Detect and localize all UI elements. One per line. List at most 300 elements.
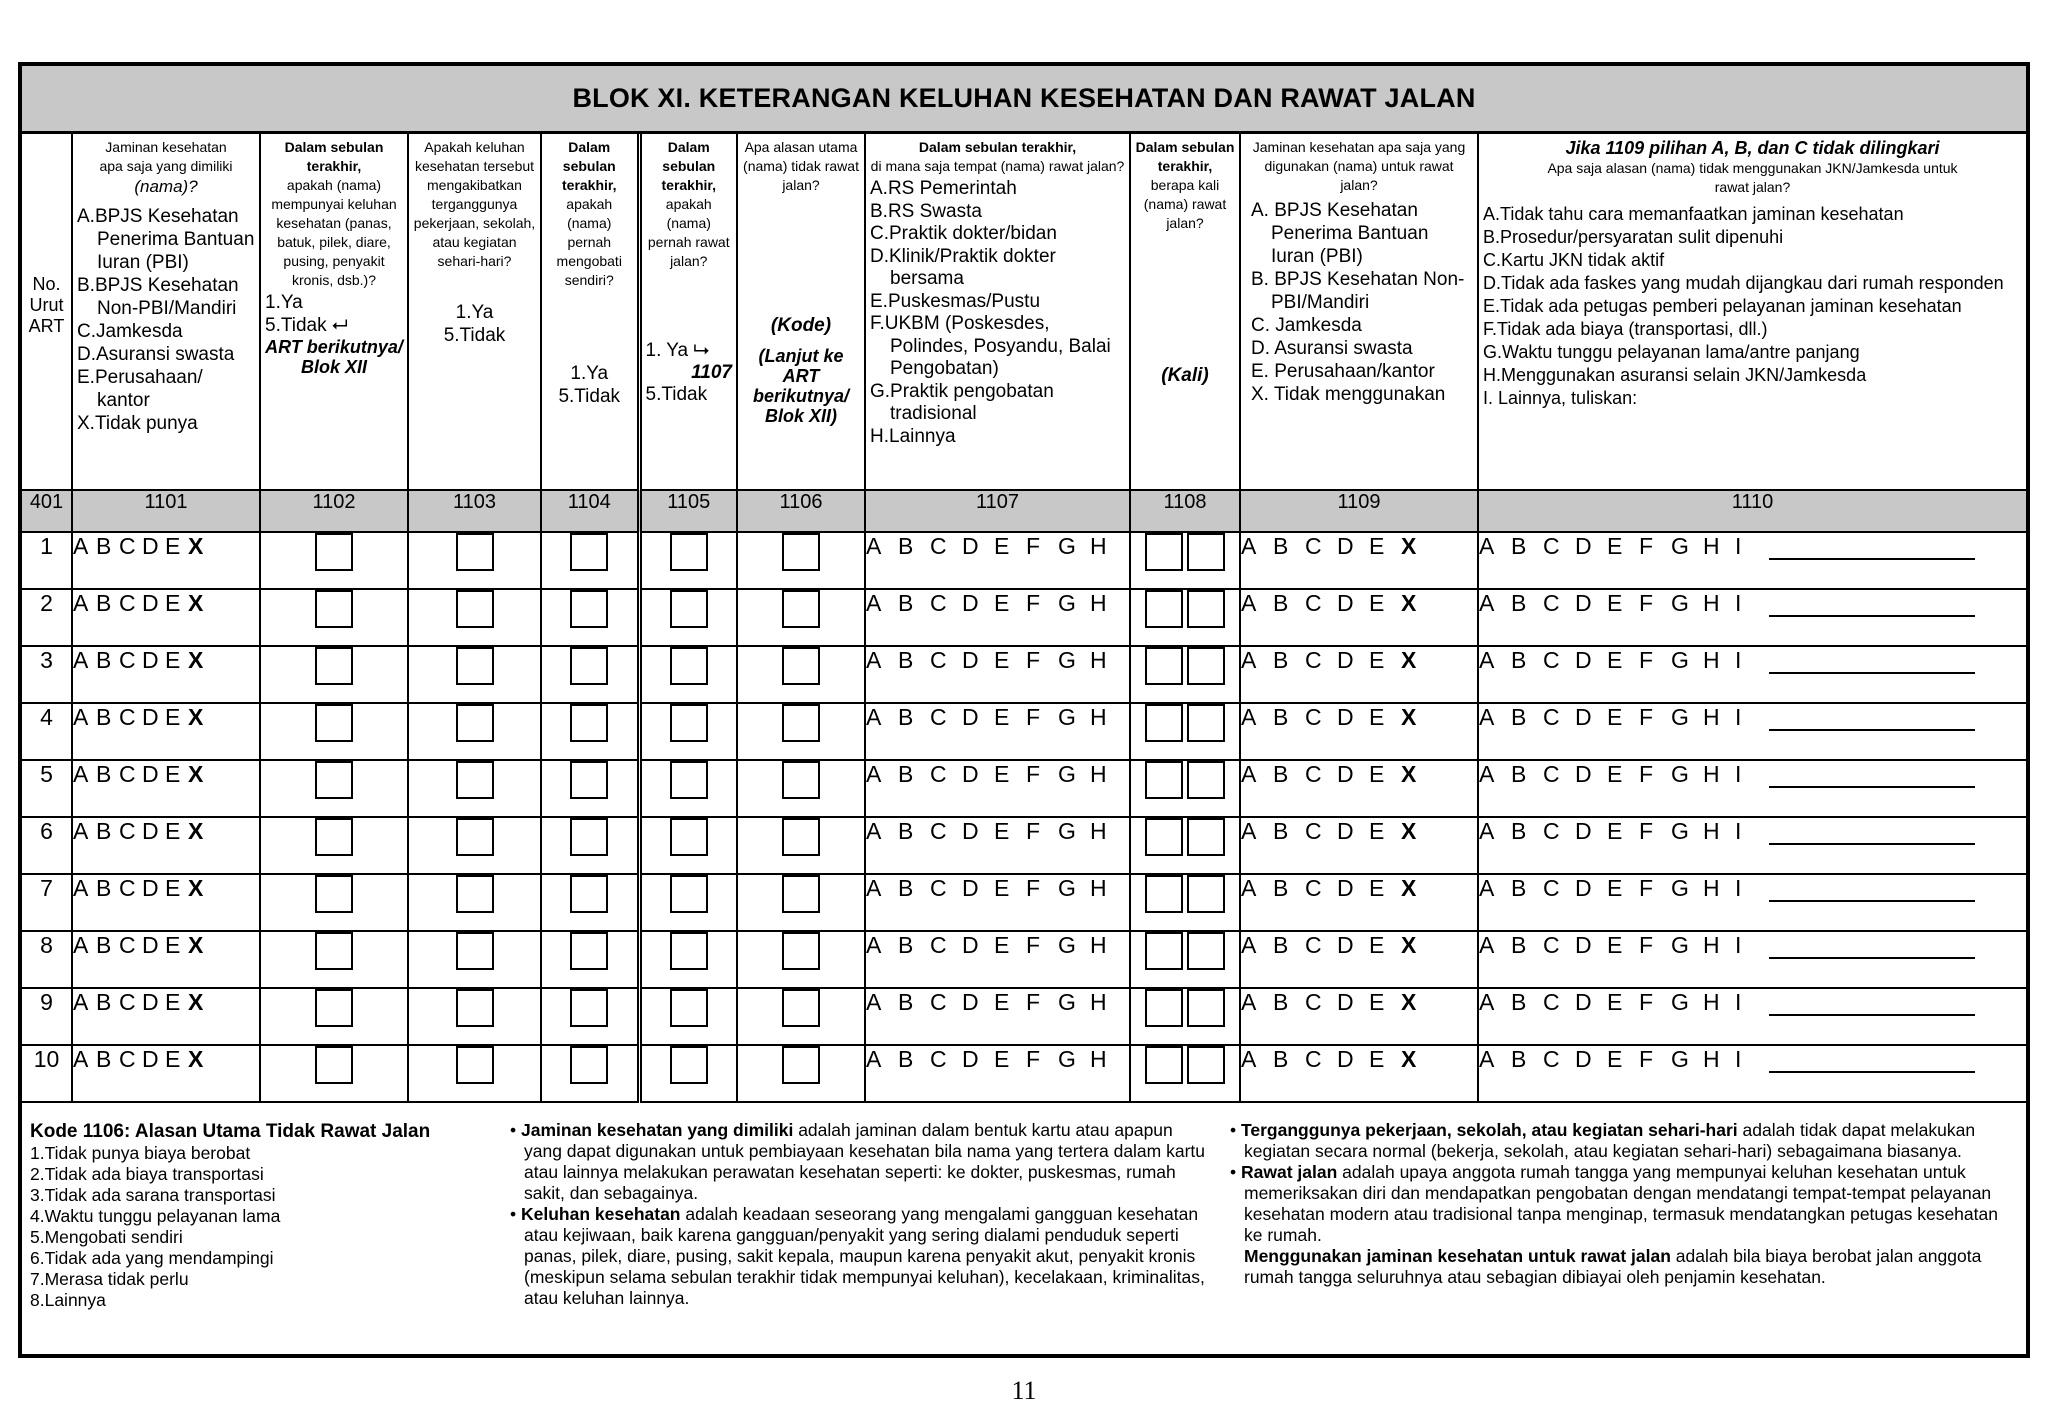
- entry-box-1102[interactable]: [315, 647, 353, 685]
- option-letter-g[interactable]: G: [1671, 704, 1690, 730]
- option-letter-x[interactable]: X: [188, 989, 205, 1015]
- option-letter-d[interactable]: D: [1575, 818, 1593, 844]
- option-letter-e[interactable]: E: [165, 989, 182, 1015]
- option-letter-g[interactable]: G: [1058, 932, 1077, 958]
- option-letter-a[interactable]: A: [866, 875, 883, 901]
- option-letter-a[interactable]: A: [866, 989, 883, 1015]
- option-letter-g[interactable]: G: [1058, 647, 1077, 673]
- option-letter-f[interactable]: F: [1639, 932, 1655, 958]
- option-letter-h[interactable]: H: [1090, 989, 1108, 1015]
- option-letter-c[interactable]: C: [930, 989, 948, 1015]
- option-letter-d[interactable]: D: [1337, 932, 1355, 958]
- write-in-line[interactable]: [1769, 536, 1975, 560]
- option-letter-b[interactable]: B: [898, 989, 915, 1015]
- write-in-line[interactable]: [1769, 878, 1975, 902]
- option-letter-f[interactable]: F: [1026, 989, 1042, 1015]
- option-letter-c[interactable]: C: [119, 533, 137, 559]
- option-letter-b[interactable]: B: [96, 932, 113, 958]
- entry-box-1102[interactable]: [315, 533, 353, 571]
- option-letter-g[interactable]: G: [1671, 1046, 1690, 1072]
- option-letter-b[interactable]: B: [1511, 932, 1528, 958]
- option-letter-d[interactable]: D: [962, 704, 980, 730]
- option-letter-d[interactable]: D: [1575, 761, 1593, 787]
- entry-box-1102[interactable]: [315, 1046, 353, 1084]
- option-letter-x[interactable]: X: [1401, 818, 1418, 844]
- entry-box-1108-tens[interactable]: [1145, 932, 1183, 970]
- option-letter-g[interactable]: G: [1058, 1046, 1077, 1072]
- option-letter-a[interactable]: A: [1479, 875, 1496, 901]
- entry-box-1108-units[interactable]: [1187, 875, 1225, 913]
- option-letter-f[interactable]: F: [1639, 818, 1655, 844]
- option-letter-b[interactable]: B: [1511, 590, 1528, 616]
- option-letter-x[interactable]: X: [1401, 533, 1418, 559]
- option-letter-c[interactable]: C: [1543, 989, 1561, 1015]
- option-letter-e[interactable]: E: [1369, 875, 1386, 901]
- entry-box-1108-units[interactable]: [1187, 533, 1225, 571]
- option-letter-a[interactable]: A: [73, 818, 90, 844]
- option-letter-b[interactable]: B: [1273, 533, 1290, 559]
- option-letter-i[interactable]: I: [1735, 647, 1743, 673]
- option-letter-d[interactable]: D: [1575, 932, 1593, 958]
- option-letter-c[interactable]: C: [1305, 533, 1323, 559]
- entry-box-1105[interactable]: [670, 704, 708, 742]
- option-letter-i[interactable]: I: [1735, 704, 1743, 730]
- option-letter-c[interactable]: C: [930, 647, 948, 673]
- entry-box-1108-units[interactable]: [1187, 590, 1225, 628]
- option-letter-b[interactable]: B: [1511, 647, 1528, 673]
- entry-box-1104[interactable]: [570, 647, 608, 685]
- option-letter-x[interactable]: X: [1401, 761, 1418, 787]
- option-letter-e[interactable]: E: [1369, 590, 1386, 616]
- option-letter-b[interactable]: B: [1511, 761, 1528, 787]
- option-letter-g[interactable]: G: [1671, 989, 1690, 1015]
- option-letter-b[interactable]: B: [96, 989, 113, 1015]
- option-letter-b[interactable]: B: [898, 1046, 915, 1072]
- option-letter-c[interactable]: C: [1305, 590, 1323, 616]
- entry-box-1106[interactable]: [782, 647, 820, 685]
- entry-box-1108-tens[interactable]: [1145, 704, 1183, 742]
- option-letter-a[interactable]: A: [73, 761, 90, 787]
- option-letter-d[interactable]: D: [1337, 647, 1355, 673]
- write-in-line[interactable]: [1769, 1049, 1975, 1073]
- entry-box-1104[interactable]: [570, 533, 608, 571]
- option-letter-d[interactable]: D: [962, 533, 980, 559]
- option-letter-f[interactable]: F: [1026, 761, 1042, 787]
- option-letter-f[interactable]: F: [1026, 533, 1042, 559]
- option-letter-f[interactable]: F: [1026, 875, 1042, 901]
- option-letter-d[interactable]: D: [142, 704, 160, 730]
- option-letter-d[interactable]: D: [1575, 704, 1593, 730]
- option-letter-g[interactable]: G: [1058, 989, 1077, 1015]
- option-letter-x[interactable]: X: [188, 761, 205, 787]
- entry-box-1105[interactable]: [670, 533, 708, 571]
- option-letter-x[interactable]: X: [188, 590, 205, 616]
- entry-box-1104[interactable]: [570, 875, 608, 913]
- option-letter-d[interactable]: D: [1337, 818, 1355, 844]
- option-letter-e[interactable]: E: [165, 818, 182, 844]
- option-letter-c[interactable]: C: [930, 533, 948, 559]
- write-in-line[interactable]: [1769, 707, 1975, 731]
- option-letter-b[interactable]: B: [898, 533, 915, 559]
- option-letter-x[interactable]: X: [1401, 932, 1418, 958]
- option-letter-d[interactable]: D: [142, 647, 160, 673]
- option-letter-g[interactable]: G: [1058, 875, 1077, 901]
- write-in-line[interactable]: [1769, 764, 1975, 788]
- option-letter-e[interactable]: E: [1607, 704, 1624, 730]
- option-letter-x[interactable]: X: [1401, 647, 1418, 673]
- entry-box-1103[interactable]: [456, 704, 494, 742]
- option-letter-c[interactable]: C: [1543, 1046, 1561, 1072]
- option-letter-a[interactable]: A: [1241, 761, 1258, 787]
- entry-box-1108-units[interactable]: [1187, 932, 1225, 970]
- option-letter-h[interactable]: H: [1703, 989, 1721, 1015]
- entry-box-1102[interactable]: [315, 818, 353, 856]
- option-letter-h[interactable]: H: [1090, 704, 1108, 730]
- option-letter-d[interactable]: D: [1337, 704, 1355, 730]
- option-letter-d[interactable]: D: [1337, 875, 1355, 901]
- entry-box-1106[interactable]: [782, 932, 820, 970]
- option-letter-a[interactable]: A: [1241, 818, 1258, 844]
- option-letter-e[interactable]: E: [994, 989, 1011, 1015]
- option-letter-f[interactable]: F: [1026, 704, 1042, 730]
- option-letter-h[interactable]: H: [1090, 875, 1108, 901]
- option-letter-d[interactable]: D: [1575, 590, 1593, 616]
- option-letter-d[interactable]: D: [1575, 1046, 1593, 1072]
- option-letter-a[interactable]: A: [73, 647, 90, 673]
- option-letter-b[interactable]: B: [898, 761, 915, 787]
- option-letter-b[interactable]: B: [96, 761, 113, 787]
- option-letter-c[interactable]: C: [1305, 989, 1323, 1015]
- entry-box-1103[interactable]: [456, 989, 494, 1027]
- option-letter-x[interactable]: X: [1401, 590, 1418, 616]
- option-letter-c[interactable]: C: [1305, 1046, 1323, 1072]
- option-letter-h[interactable]: H: [1090, 761, 1108, 787]
- entry-box-1106[interactable]: [782, 818, 820, 856]
- option-letter-c[interactable]: C: [1543, 647, 1561, 673]
- entry-box-1106[interactable]: [782, 533, 820, 571]
- option-letter-h[interactable]: H: [1703, 1046, 1721, 1072]
- entry-box-1105[interactable]: [670, 875, 708, 913]
- entry-box-1108-tens[interactable]: [1145, 875, 1183, 913]
- option-letter-i[interactable]: I: [1735, 932, 1743, 958]
- option-letter-b[interactable]: B: [1273, 761, 1290, 787]
- option-letter-e[interactable]: E: [1369, 647, 1386, 673]
- option-letter-e[interactable]: E: [994, 1046, 1011, 1072]
- entry-box-1103[interactable]: [456, 590, 494, 628]
- option-letter-d[interactable]: D: [1337, 590, 1355, 616]
- option-letter-e[interactable]: E: [994, 704, 1011, 730]
- option-letter-b[interactable]: B: [1273, 989, 1290, 1015]
- option-letter-b[interactable]: B: [96, 647, 113, 673]
- entry-box-1102[interactable]: [315, 704, 353, 742]
- option-letter-e[interactable]: E: [165, 590, 182, 616]
- entry-box-1105[interactable]: [670, 932, 708, 970]
- option-letter-c[interactable]: C: [119, 1046, 137, 1072]
- entry-box-1104[interactable]: [570, 1046, 608, 1084]
- option-letter-b[interactable]: B: [96, 818, 113, 844]
- option-letter-e[interactable]: E: [994, 647, 1011, 673]
- entry-box-1108-tens[interactable]: [1145, 647, 1183, 685]
- option-letter-b[interactable]: B: [96, 590, 113, 616]
- option-letter-f[interactable]: F: [1026, 590, 1042, 616]
- option-letter-h[interactable]: H: [1090, 932, 1108, 958]
- option-letter-a[interactable]: A: [866, 647, 883, 673]
- entry-box-1108-tens[interactable]: [1145, 818, 1183, 856]
- option-letter-a[interactable]: A: [73, 989, 90, 1015]
- entry-box-1104[interactable]: [570, 761, 608, 799]
- option-letter-a[interactable]: A: [1479, 932, 1496, 958]
- option-letter-c[interactable]: C: [119, 704, 137, 730]
- option-letter-d[interactable]: D: [962, 590, 980, 616]
- option-letter-c[interactable]: C: [930, 590, 948, 616]
- entry-box-1108-units[interactable]: [1187, 647, 1225, 685]
- option-letter-i[interactable]: I: [1735, 818, 1743, 844]
- option-letter-h[interactable]: H: [1703, 590, 1721, 616]
- option-letter-g[interactable]: G: [1058, 761, 1077, 787]
- entry-box-1108-units[interactable]: [1187, 1046, 1225, 1084]
- option-letter-e[interactable]: E: [994, 590, 1011, 616]
- entry-box-1108-units[interactable]: [1187, 761, 1225, 799]
- option-letter-a[interactable]: A: [73, 704, 90, 730]
- entry-box-1104[interactable]: [570, 590, 608, 628]
- option-letter-a[interactable]: A: [866, 818, 883, 844]
- option-letter-h[interactable]: H: [1703, 932, 1721, 958]
- option-letter-e[interactable]: E: [165, 761, 182, 787]
- option-letter-a[interactable]: A: [1241, 1046, 1258, 1072]
- entry-box-1108-units[interactable]: [1187, 818, 1225, 856]
- option-letter-e[interactable]: E: [994, 818, 1011, 844]
- option-letter-a[interactable]: A: [866, 932, 883, 958]
- option-letter-i[interactable]: I: [1735, 533, 1743, 559]
- option-letter-i[interactable]: I: [1735, 761, 1743, 787]
- option-letter-c[interactable]: C: [119, 818, 137, 844]
- option-letter-x[interactable]: X: [188, 1046, 205, 1072]
- entry-box-1108-tens[interactable]: [1145, 1046, 1183, 1084]
- option-letter-a[interactable]: A: [1479, 1046, 1496, 1072]
- option-letter-d[interactable]: D: [1337, 761, 1355, 787]
- write-in-line[interactable]: [1769, 992, 1975, 1016]
- option-letter-a[interactable]: A: [866, 761, 883, 787]
- option-letter-g[interactable]: G: [1058, 818, 1077, 844]
- option-letter-e[interactable]: E: [1607, 875, 1624, 901]
- option-letter-g[interactable]: G: [1671, 761, 1690, 787]
- option-letter-h[interactable]: H: [1703, 533, 1721, 559]
- option-letter-a[interactable]: A: [1479, 533, 1496, 559]
- entry-box-1108-tens[interactable]: [1145, 590, 1183, 628]
- option-letter-b[interactable]: B: [96, 704, 113, 730]
- option-letter-f[interactable]: F: [1639, 989, 1655, 1015]
- entry-box-1104[interactable]: [570, 932, 608, 970]
- entry-box-1105[interactable]: [670, 647, 708, 685]
- option-letter-a[interactable]: A: [1241, 590, 1258, 616]
- write-in-line[interactable]: [1769, 593, 1975, 617]
- option-letter-x[interactable]: X: [188, 647, 205, 673]
- option-letter-e[interactable]: E: [165, 932, 182, 958]
- option-letter-e[interactable]: E: [1369, 704, 1386, 730]
- option-letter-e[interactable]: E: [1607, 818, 1624, 844]
- option-letter-h[interactable]: H: [1703, 704, 1721, 730]
- option-letter-f[interactable]: F: [1026, 647, 1042, 673]
- option-letter-x[interactable]: X: [1401, 704, 1418, 730]
- option-letter-e[interactable]: E: [165, 1046, 182, 1072]
- option-letter-g[interactable]: G: [1058, 704, 1077, 730]
- option-letter-c[interactable]: C: [930, 1046, 948, 1072]
- option-letter-a[interactable]: A: [1479, 590, 1496, 616]
- entry-box-1105[interactable]: [670, 818, 708, 856]
- entry-box-1106[interactable]: [782, 989, 820, 1027]
- entry-box-1108-units[interactable]: [1187, 989, 1225, 1027]
- option-letter-c[interactable]: C: [1543, 533, 1561, 559]
- option-letter-h[interactable]: H: [1090, 533, 1108, 559]
- option-letter-c[interactable]: C: [1305, 704, 1323, 730]
- write-in-line[interactable]: [1769, 821, 1975, 845]
- entry-box-1108-tens[interactable]: [1145, 989, 1183, 1027]
- option-letter-c[interactable]: C: [119, 761, 137, 787]
- entry-box-1108-tens[interactable]: [1145, 533, 1183, 571]
- option-letter-g[interactable]: G: [1058, 533, 1077, 559]
- option-letter-c[interactable]: C: [119, 932, 137, 958]
- option-letter-g[interactable]: G: [1671, 932, 1690, 958]
- option-letter-d[interactable]: D: [142, 533, 160, 559]
- option-letter-a[interactable]: A: [1479, 989, 1496, 1015]
- option-letter-b[interactable]: B: [96, 533, 113, 559]
- option-letter-x[interactable]: X: [188, 533, 205, 559]
- option-letter-e[interactable]: E: [165, 704, 182, 730]
- option-letter-g[interactable]: G: [1058, 590, 1077, 616]
- option-letter-h[interactable]: H: [1703, 761, 1721, 787]
- option-letter-e[interactable]: E: [1607, 590, 1624, 616]
- option-letter-a[interactable]: A: [1241, 647, 1258, 673]
- option-letter-c[interactable]: C: [1305, 875, 1323, 901]
- option-letter-c[interactable]: C: [119, 590, 137, 616]
- option-letter-f[interactable]: F: [1639, 533, 1655, 559]
- option-letter-a[interactable]: A: [73, 533, 90, 559]
- option-letter-e[interactable]: E: [1369, 533, 1386, 559]
- option-letter-d[interactable]: D: [1337, 989, 1355, 1015]
- option-letter-c[interactable]: C: [119, 875, 137, 901]
- entry-box-1108-units[interactable]: [1187, 704, 1225, 742]
- option-letter-d[interactable]: D: [142, 989, 160, 1015]
- option-letter-d[interactable]: D: [962, 818, 980, 844]
- option-letter-f[interactable]: F: [1026, 818, 1042, 844]
- entry-box-1104[interactable]: [570, 704, 608, 742]
- option-letter-b[interactable]: B: [898, 647, 915, 673]
- option-letter-a[interactable]: A: [73, 875, 90, 901]
- option-letter-f[interactable]: F: [1639, 875, 1655, 901]
- entry-box-1106[interactable]: [782, 875, 820, 913]
- option-letter-b[interactable]: B: [1511, 533, 1528, 559]
- option-letter-e[interactable]: E: [1369, 989, 1386, 1015]
- option-letter-a[interactable]: A: [73, 590, 90, 616]
- option-letter-e[interactable]: E: [165, 875, 182, 901]
- option-letter-g[interactable]: G: [1671, 647, 1690, 673]
- option-letter-h[interactable]: H: [1703, 875, 1721, 901]
- option-letter-e[interactable]: E: [1607, 932, 1624, 958]
- option-letter-i[interactable]: I: [1735, 875, 1743, 901]
- entry-box-1102[interactable]: [315, 590, 353, 628]
- option-letter-b[interactable]: B: [1273, 818, 1290, 844]
- option-letter-h[interactable]: H: [1090, 818, 1108, 844]
- option-letter-b[interactable]: B: [1273, 704, 1290, 730]
- option-letter-c[interactable]: C: [1305, 932, 1323, 958]
- option-letter-x[interactable]: X: [1401, 989, 1418, 1015]
- option-letter-a[interactable]: A: [866, 590, 883, 616]
- option-letter-i[interactable]: I: [1735, 989, 1743, 1015]
- option-letter-e[interactable]: E: [994, 875, 1011, 901]
- option-letter-e[interactable]: E: [1607, 761, 1624, 787]
- option-letter-e[interactable]: E: [1369, 932, 1386, 958]
- option-letter-a[interactable]: A: [1479, 704, 1496, 730]
- entry-box-1102[interactable]: [315, 761, 353, 799]
- entry-box-1106[interactable]: [782, 590, 820, 628]
- option-letter-d[interactable]: D: [142, 875, 160, 901]
- option-letter-d[interactable]: D: [1575, 647, 1593, 673]
- option-letter-c[interactable]: C: [1543, 704, 1561, 730]
- entry-box-1105[interactable]: [670, 1046, 708, 1084]
- entry-box-1103[interactable]: [456, 818, 494, 856]
- option-letter-e[interactable]: E: [1369, 818, 1386, 844]
- option-letter-f[interactable]: F: [1639, 704, 1655, 730]
- entry-box-1103[interactable]: [456, 533, 494, 571]
- option-letter-g[interactable]: G: [1671, 533, 1690, 559]
- entry-box-1102[interactable]: [315, 989, 353, 1027]
- option-letter-c[interactable]: C: [119, 647, 137, 673]
- option-letter-d[interactable]: D: [962, 1046, 980, 1072]
- option-letter-b[interactable]: B: [1273, 875, 1290, 901]
- option-letter-a[interactable]: A: [1479, 818, 1496, 844]
- entry-box-1103[interactable]: [456, 647, 494, 685]
- option-letter-b[interactable]: B: [1511, 818, 1528, 844]
- option-letter-d[interactable]: D: [142, 761, 160, 787]
- entry-box-1103[interactable]: [456, 1046, 494, 1084]
- option-letter-b[interactable]: B: [898, 590, 915, 616]
- option-letter-a[interactable]: A: [866, 704, 883, 730]
- option-letter-d[interactable]: D: [962, 989, 980, 1015]
- option-letter-a[interactable]: A: [1241, 704, 1258, 730]
- option-letter-c[interactable]: C: [1305, 647, 1323, 673]
- option-letter-a[interactable]: A: [866, 533, 883, 559]
- option-letter-e[interactable]: E: [1607, 647, 1624, 673]
- option-letter-d[interactable]: D: [962, 875, 980, 901]
- option-letter-d[interactable]: D: [142, 1046, 160, 1072]
- option-letter-f[interactable]: F: [1026, 932, 1042, 958]
- entry-box-1104[interactable]: [570, 989, 608, 1027]
- option-letter-d[interactable]: D: [1337, 533, 1355, 559]
- entry-box-1103[interactable]: [456, 761, 494, 799]
- option-letter-d[interactable]: D: [1575, 533, 1593, 559]
- option-letter-f[interactable]: F: [1639, 761, 1655, 787]
- option-letter-g[interactable]: G: [1671, 818, 1690, 844]
- option-letter-b[interactable]: B: [898, 704, 915, 730]
- option-letter-f[interactable]: F: [1639, 647, 1655, 673]
- entry-box-1103[interactable]: [456, 932, 494, 970]
- option-letter-d[interactable]: D: [1575, 875, 1593, 901]
- option-letter-c[interactable]: C: [930, 704, 948, 730]
- option-letter-i[interactable]: I: [1735, 1046, 1743, 1072]
- option-letter-h[interactable]: H: [1703, 818, 1721, 844]
- entry-box-1106[interactable]: [782, 704, 820, 742]
- option-letter-c[interactable]: C: [1543, 818, 1561, 844]
- option-letter-x[interactable]: X: [1401, 875, 1418, 901]
- option-letter-f[interactable]: F: [1639, 1046, 1655, 1072]
- option-letter-c[interactable]: C: [1305, 761, 1323, 787]
- option-letter-c[interactable]: C: [930, 932, 948, 958]
- entry-box-1105[interactable]: [670, 761, 708, 799]
- option-letter-d[interactable]: D: [142, 818, 160, 844]
- option-letter-a[interactable]: A: [1479, 647, 1496, 673]
- option-letter-b[interactable]: B: [898, 818, 915, 844]
- option-letter-e[interactable]: E: [1369, 1046, 1386, 1072]
